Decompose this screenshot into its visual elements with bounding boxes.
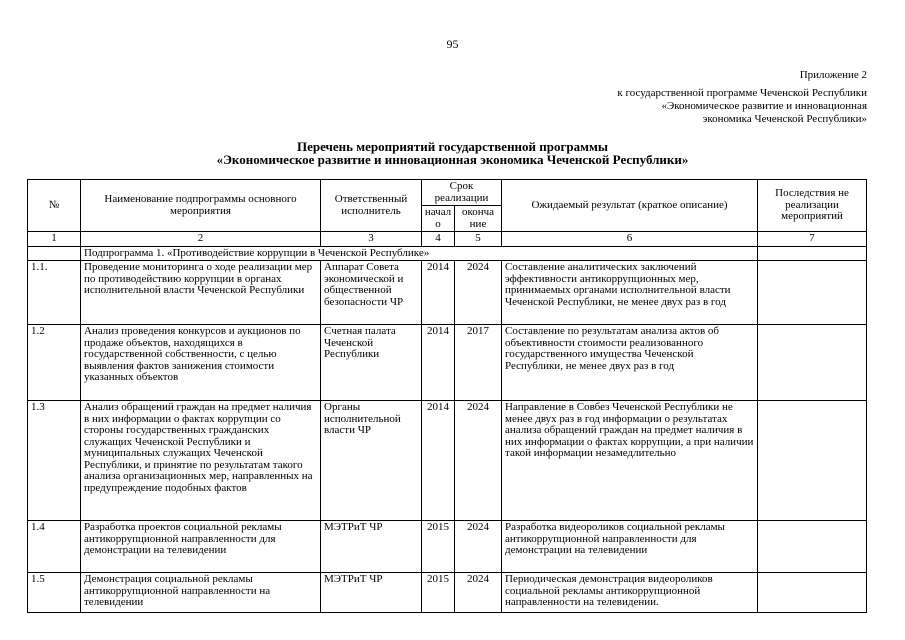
title-line-1: Перечень мероприятий государственной программы xyxy=(296,139,609,154)
document-title xyxy=(0,140,905,166)
header-executor: Ответственный исполнитель xyxy=(321,180,422,232)
row-consequences xyxy=(758,325,867,401)
header-start: начал о xyxy=(422,206,455,232)
column-number: 1 xyxy=(28,232,81,247)
row-name: Демонстрация социальной рекламы антикоррупционной направленности на телевидении xyxy=(81,573,321,613)
row-result: Составление аналитических заключений эффективности антикоррупционных мер, принимаемых органами исполнительной власти Чеченской Республики, не менее двух раз в год xyxy=(502,261,758,325)
row-end: 2024 xyxy=(455,521,502,573)
row-end: 2024 xyxy=(455,401,502,521)
row-executor: Счетная палата Чеченской Республики xyxy=(321,325,422,401)
row-start: 2014 xyxy=(422,261,455,325)
row-name: Анализ проведения конкурсов и аукционов по продаже объектов, находящихся в государственной собственности, с целью выявления фактов занижения стоимости указанных объектов xyxy=(81,325,321,401)
row-result: Разработка видеороликов социальной рекламы антикоррупционной направленности для демонстрации на телевидении xyxy=(502,521,758,573)
page-number: 95 xyxy=(446,37,459,51)
row-end: 2024 xyxy=(455,573,502,613)
appendix-note xyxy=(617,69,867,126)
table-row xyxy=(28,521,867,573)
row-end: 2017 xyxy=(455,325,502,401)
column-number: 3 xyxy=(321,232,422,247)
row-end: 2024 xyxy=(455,261,502,325)
header-period: Срок реализации xyxy=(422,180,502,206)
row-consequences xyxy=(758,401,867,521)
subprogram-title: Подпрограмма 1. «Противодействие коррупции в Чеченской Республике» xyxy=(81,246,758,261)
row-executor: Органы исполнительной власти ЧР xyxy=(321,401,422,521)
header-result: Ожидаемый результат (краткое описание) xyxy=(502,180,758,232)
activities-table xyxy=(27,179,867,613)
appendix-line-4: экономика Чеченской Республики» xyxy=(702,113,867,125)
row-num: 1.3 xyxy=(28,401,81,521)
row-result: Периодическая демонстрация видеороликов социальной рекламы антикоррупционной направленности на телевидении. xyxy=(502,573,758,613)
column-numbers-row xyxy=(28,232,867,247)
row-consequences xyxy=(758,261,867,325)
row-result: Составление по результатам анализа актов об объективности стоимости реализованного государственного имущества Чеченской Республики, не менее двух раз в год xyxy=(502,325,758,401)
row-consequences xyxy=(758,521,867,573)
row-start: 2015 xyxy=(422,521,455,573)
row-name: Анализ обращений граждан на предмет наличия в них информации о фактах коррупции со стороны государственных гражданских служащих Чеченской Республики и муниципальных служащих Чеченской Республики, и принятие по результатам такого анализа организационных мер, направленных на предупреждение подобных фактов xyxy=(81,401,321,521)
header-num: № xyxy=(28,180,81,232)
column-number: 5 xyxy=(455,232,502,247)
row-result: Направление в Совбез Чеченской Республики не менее двух раз в год информации о результатах анализа обращений граждан на предмет наличия в них информации о фактах коррупции, а при наличии такой информации незамедлительно xyxy=(502,401,758,521)
column-number: 6 xyxy=(502,232,758,247)
appendix-line-2: к государственной программе Чеченской Республики xyxy=(617,87,867,99)
subprogram-row xyxy=(28,246,867,261)
appendix-line-3: «Экономическое развитие и инновационная xyxy=(661,100,867,112)
row-executor: МЭТРиТ ЧР xyxy=(321,521,422,573)
row-executor: Аппарат Совета экономической и общественной безопасности ЧР xyxy=(321,261,422,325)
header-name: Наименование подпрограммы основного мероприятия xyxy=(81,180,321,232)
header-end: оконча ние xyxy=(455,206,502,232)
row-executor: МЭТРиТ ЧР xyxy=(321,573,422,613)
row-start: 2014 xyxy=(422,325,455,401)
title-line-2: «Экономическое развитие и инновационная экономика Чеченской Республики» xyxy=(216,152,689,167)
row-start: 2015 xyxy=(422,573,455,613)
table-row xyxy=(28,261,867,325)
row-name: Проведение мониторинга о ходе реализации мер по противодействию коррупции в органах исполнительной власти Чеченской Республики xyxy=(81,261,321,325)
row-num: 1.4 xyxy=(28,521,81,573)
row-num: 1.5 xyxy=(28,573,81,613)
appendix-line-1: Приложение 2 xyxy=(799,69,867,81)
table-row xyxy=(28,325,867,401)
row-name: Разработка проектов социальной рекламы антикоррупционной направленности для демонстрации на телевидении xyxy=(81,521,321,573)
column-number: 4 xyxy=(422,232,455,247)
row-start: 2014 xyxy=(422,401,455,521)
table-row xyxy=(28,573,867,613)
column-number: 2 xyxy=(81,232,321,247)
row-consequences xyxy=(758,573,867,613)
header-consequences: Последствия не реализации мероприятий xyxy=(758,180,867,232)
table-row xyxy=(28,401,867,521)
column-number: 7 xyxy=(758,232,867,247)
row-num: 1.2 xyxy=(28,325,81,401)
row-num: 1.1. xyxy=(28,261,81,325)
